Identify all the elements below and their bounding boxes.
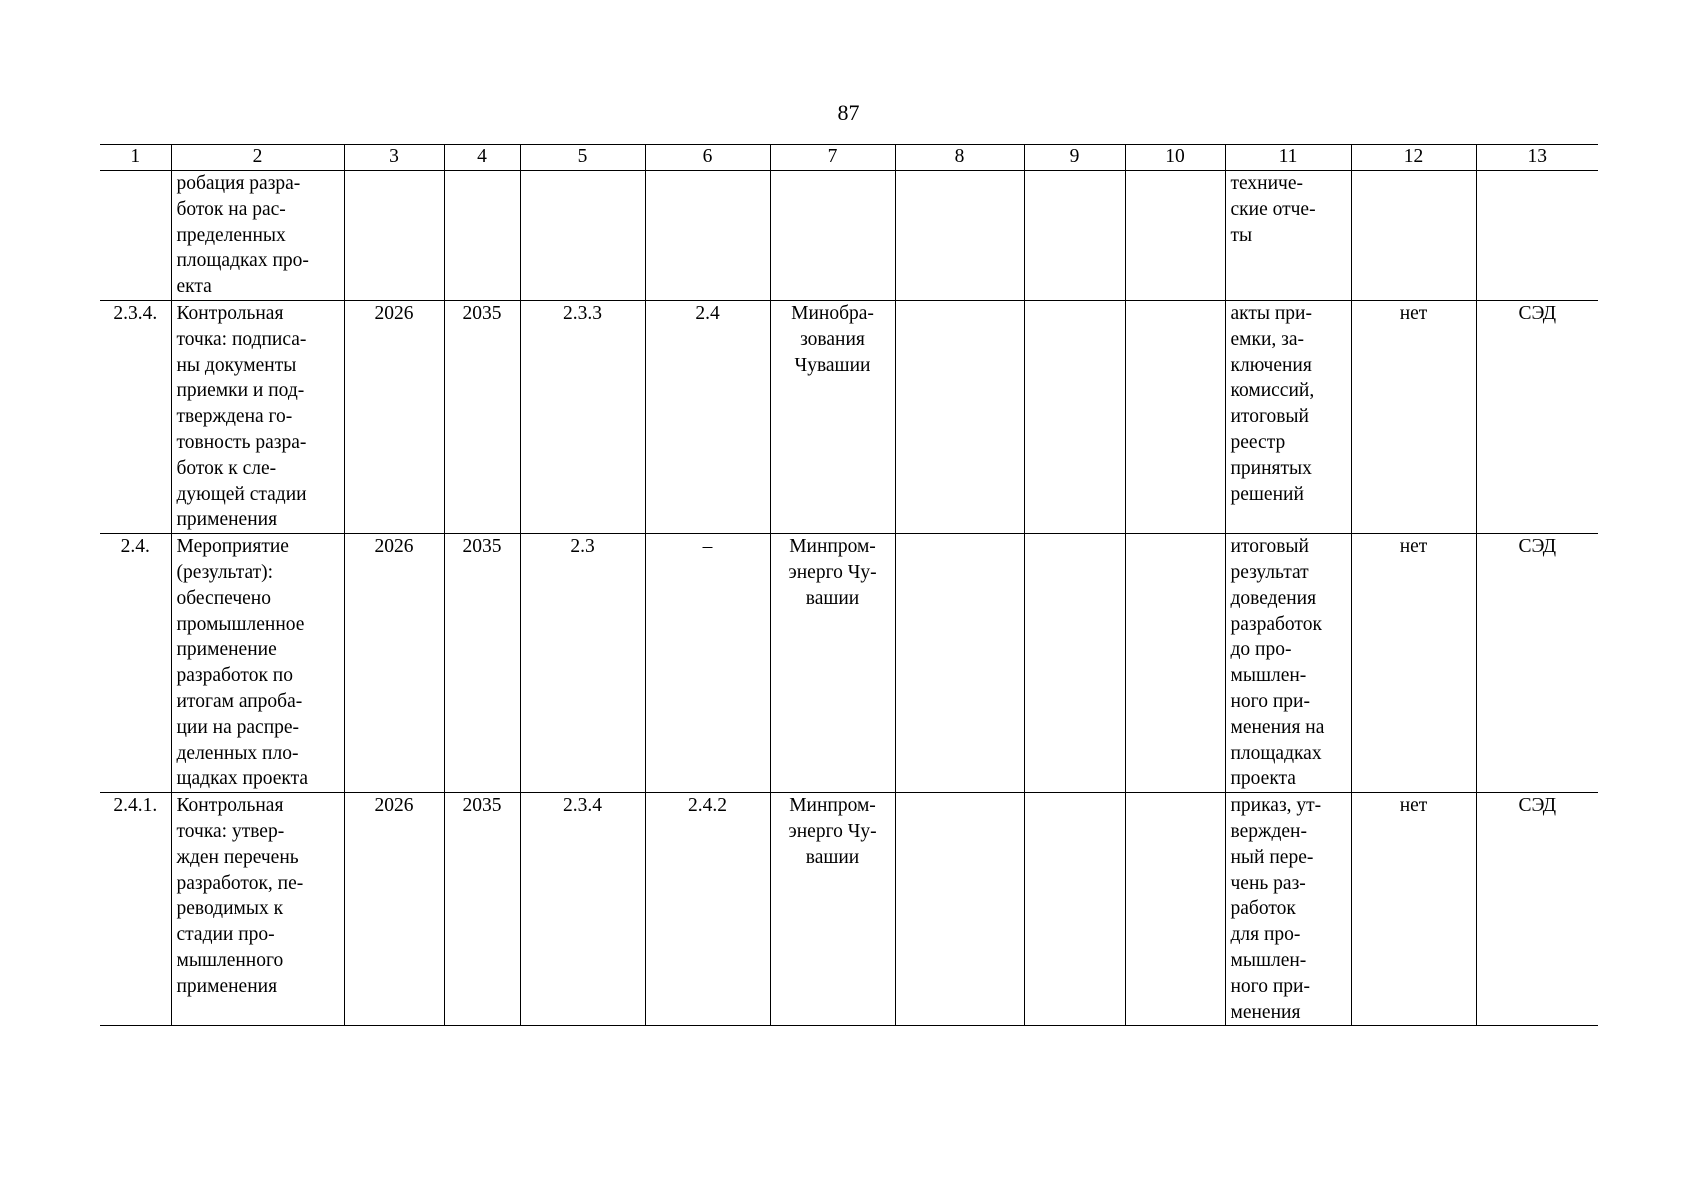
- empty-cell: [895, 793, 1024, 1026]
- header-row: [100, 145, 1598, 171]
- predecessor-cell: 2.3.4: [520, 793, 645, 1026]
- start-year: 2026: [344, 793, 444, 1026]
- document-type-cell: итоговый результат доведения разработок до про- мышлен- ного при- менения на площадках проекта: [1225, 534, 1351, 793]
- row-number: [100, 171, 171, 301]
- document-type-cell: акты при- емки, за- ключения комиссий, итоговый реестр принятых решений: [1225, 300, 1351, 533]
- table-row: [100, 793, 1598, 1026]
- predecessor-cell: [520, 171, 645, 301]
- system-cell: СЭД: [1476, 793, 1598, 1026]
- column-header: 3: [344, 145, 444, 171]
- row-description: Контрольная точка: утвер- жден перечень разработок, пе- реводимых к стадии про- мышленного применения: [171, 793, 344, 1026]
- empty-cell: [1125, 534, 1225, 793]
- start-year: 2026: [344, 534, 444, 793]
- empty-cell: [1024, 300, 1125, 533]
- document-type-cell: приказ, ут- вержден- ный пере- чень раз- работок для про- мышлен- ного при- менения: [1225, 793, 1351, 1026]
- successor-cell: [645, 171, 770, 301]
- empty-cell: [1125, 300, 1225, 533]
- row-description: Контрольная точка: подписа- ны документы приемки и под- тверждена го- товность разра- боток к сле- дующей стадии применения: [171, 300, 344, 533]
- end-year: 2035: [444, 793, 520, 1026]
- document-type-cell: техниче- ские отче- ты: [1225, 171, 1351, 301]
- responsible-cell: [770, 171, 895, 301]
- flag-cell: нет: [1351, 300, 1476, 533]
- column-header: 6: [645, 145, 770, 171]
- column-header: 4: [444, 145, 520, 171]
- empty-cell: [1024, 793, 1125, 1026]
- empty-cell: [895, 300, 1024, 533]
- plan-table: [100, 144, 1598, 1026]
- start-year: 2026: [344, 300, 444, 533]
- flag-cell: нет: [1351, 793, 1476, 1026]
- column-header: 11: [1225, 145, 1351, 171]
- row-description: Мероприятие (результат): обеспечено промышленное применение разработок по итогам апроба- ции на распре- деленных пло- щадках проекта: [171, 534, 344, 793]
- column-header: 12: [1351, 145, 1476, 171]
- column-header: 7: [770, 145, 895, 171]
- system-cell: СЭД: [1476, 534, 1598, 793]
- page-number: 87: [837, 100, 860, 125]
- empty-cell: [895, 171, 1024, 301]
- column-header: 8: [895, 145, 1024, 171]
- predecessor-cell: 2.3: [520, 534, 645, 793]
- empty-cell: [1125, 793, 1225, 1026]
- table-row: [100, 171, 1598, 301]
- predecessor-cell: 2.3.3: [520, 300, 645, 533]
- responsible-cell: Минпром- энерго Чу- вашии: [770, 534, 895, 793]
- row-description: робация разра- боток на рас- пределенных площадках про- екта: [171, 171, 344, 301]
- table-row: [100, 534, 1598, 793]
- flag-cell: нет: [1351, 534, 1476, 793]
- empty-cell: [1024, 534, 1125, 793]
- empty-cell: [895, 534, 1024, 793]
- column-header: 2: [171, 145, 344, 171]
- end-year: 2035: [444, 300, 520, 533]
- column-header: 13: [1476, 145, 1598, 171]
- end-year: 2035: [444, 534, 520, 793]
- table-row: [100, 300, 1598, 533]
- column-number-header: [100, 145, 1598, 171]
- empty-cell: [1024, 171, 1125, 301]
- successor-cell: 2.4.2: [645, 793, 770, 1026]
- successor-cell: 2.4: [645, 300, 770, 533]
- responsible-cell: Минпром- энерго Чу- вашии: [770, 793, 895, 1026]
- responsible-cell: Минобра- зования Чувашии: [770, 300, 895, 533]
- row-number: 2.3.4.: [100, 300, 171, 533]
- flag-cell: [1351, 171, 1476, 301]
- row-number: 2.4.: [100, 534, 171, 793]
- end-year: [444, 171, 520, 301]
- system-cell: [1476, 171, 1598, 301]
- column-header: 1: [100, 145, 171, 171]
- start-year: [344, 171, 444, 301]
- column-header: 10: [1125, 145, 1225, 171]
- column-header: 5: [520, 145, 645, 171]
- row-number: 2.4.1.: [100, 793, 171, 1026]
- successor-cell: –: [645, 534, 770, 793]
- system-cell: СЭД: [1476, 300, 1598, 533]
- column-header: 9: [1024, 145, 1125, 171]
- empty-cell: [1125, 171, 1225, 301]
